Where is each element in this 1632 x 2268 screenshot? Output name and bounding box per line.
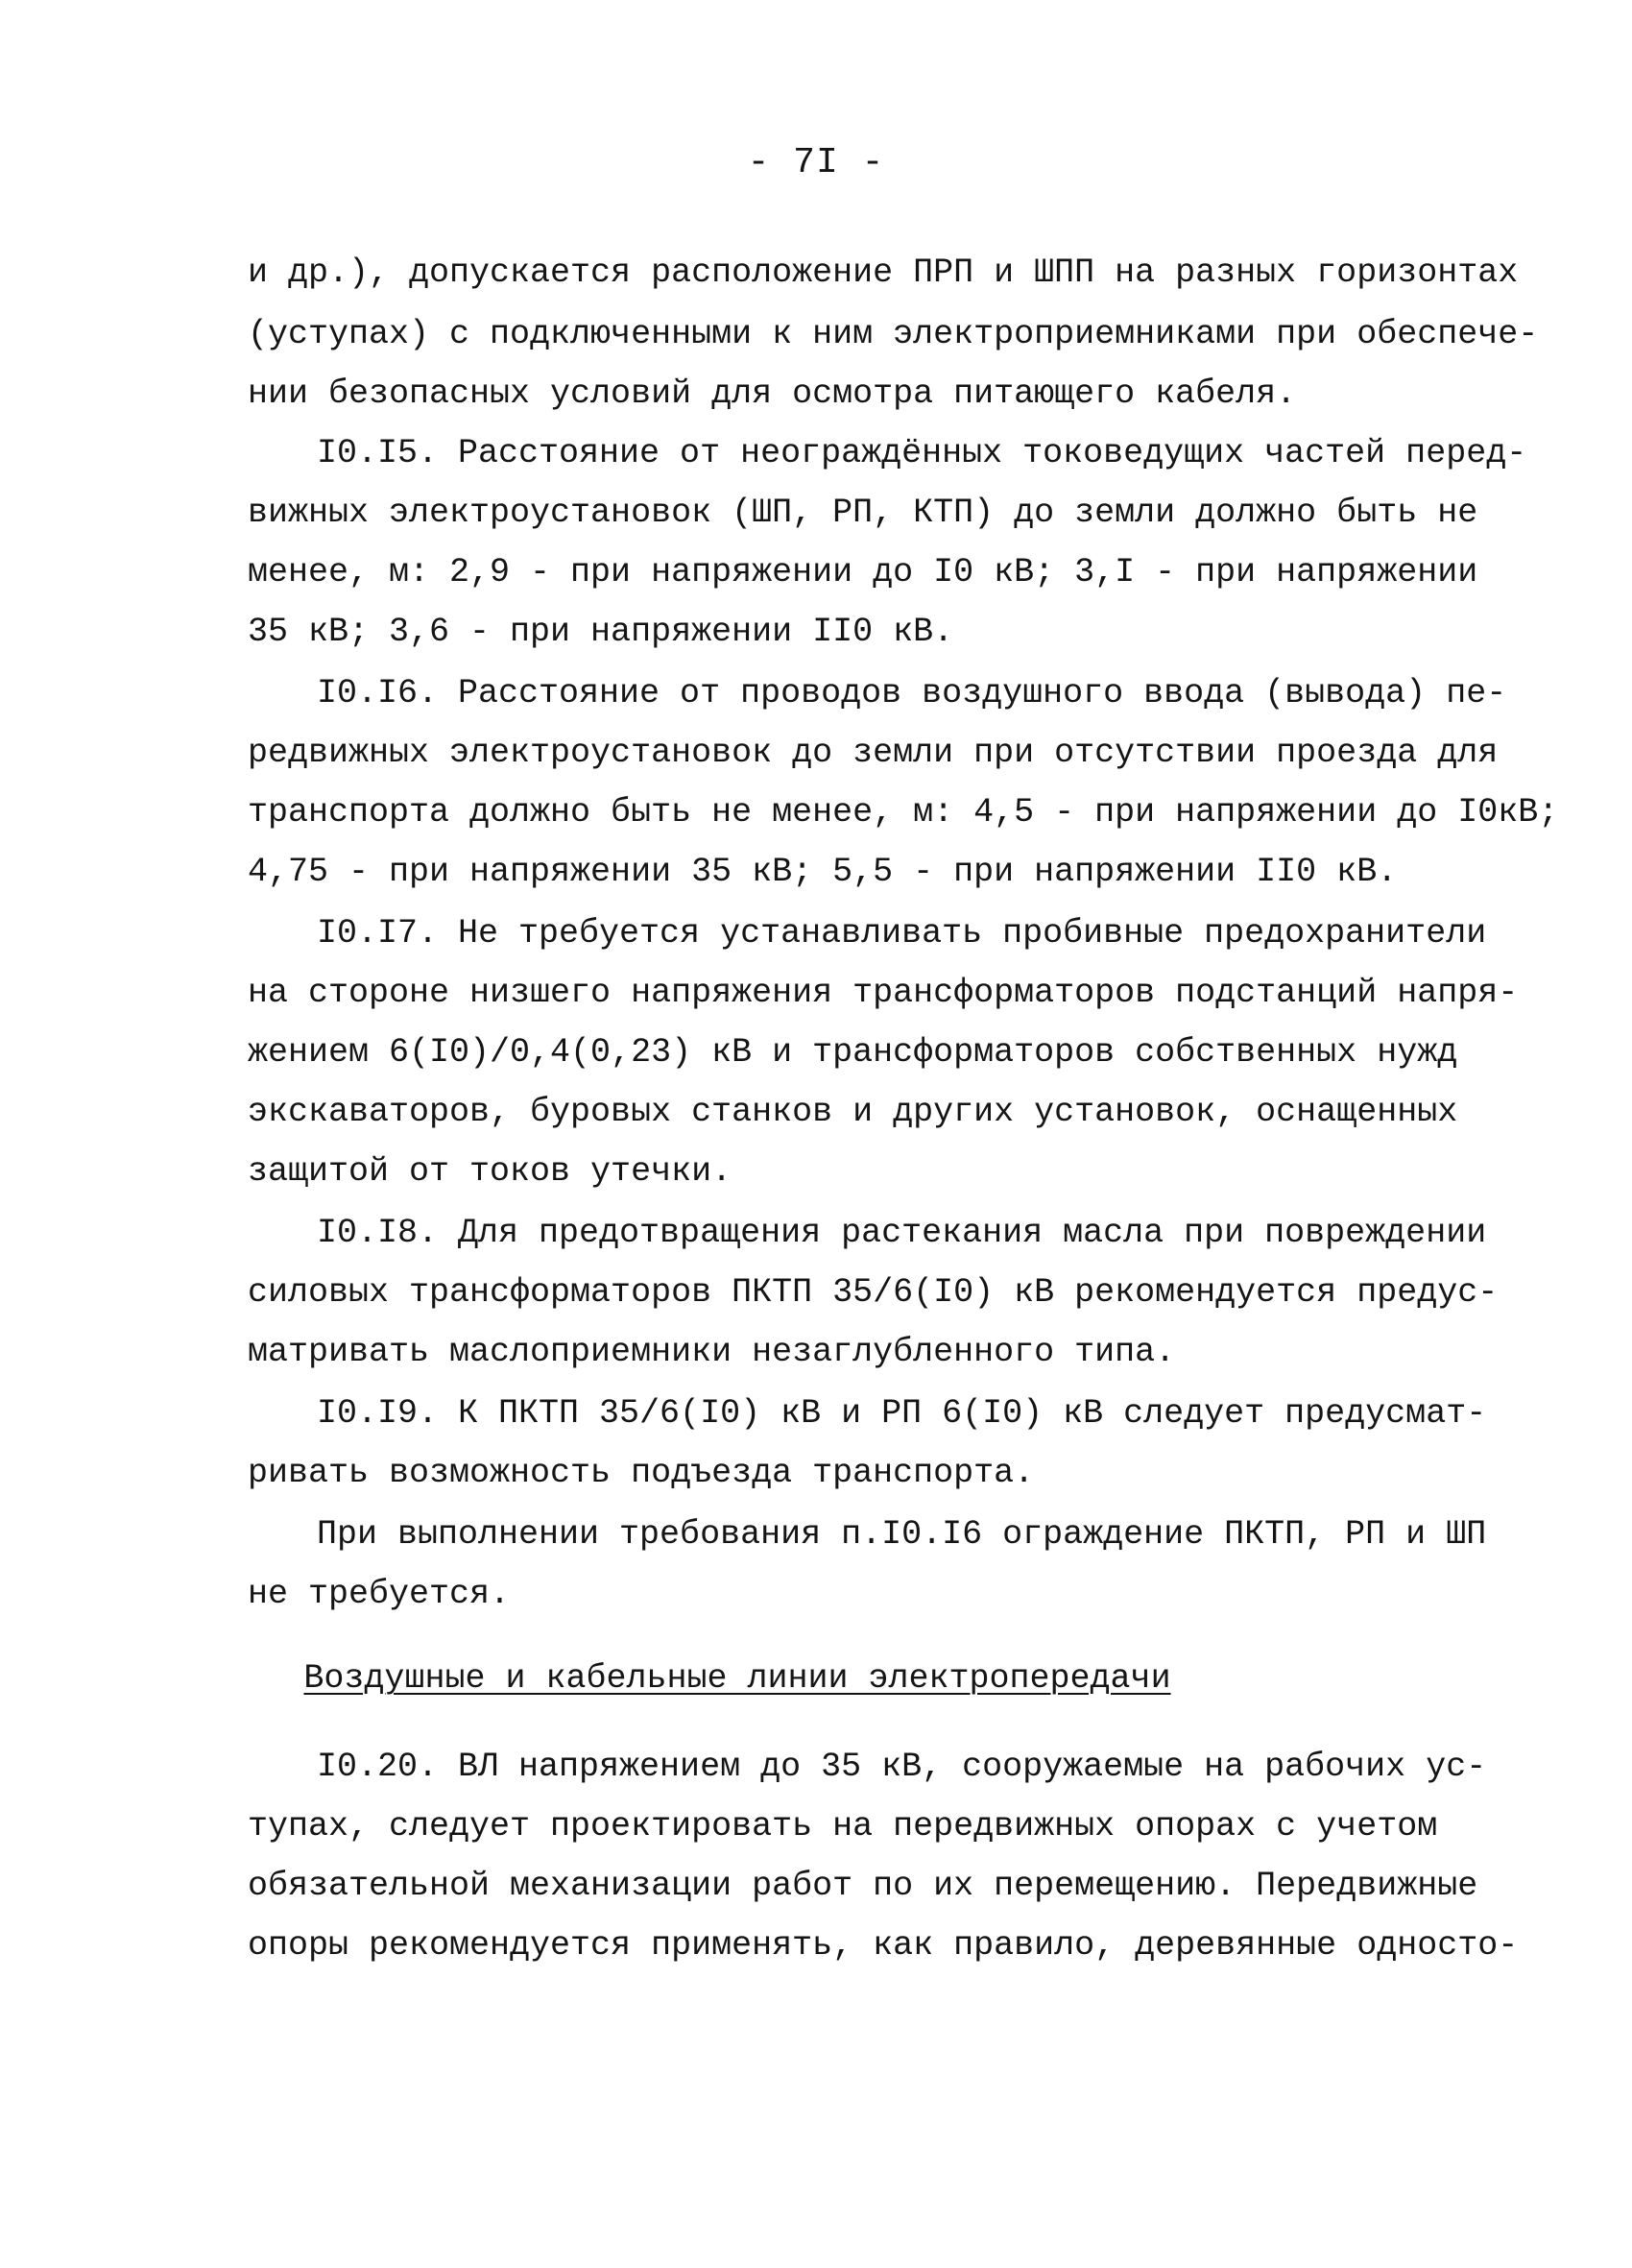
section-heading xyxy=(248,1657,1227,1700)
text-line: 35 кВ; 3,6 - при напряжении II0 кВ. xyxy=(248,613,954,651)
paragraph-note-start: При выполнении требования п.I0.I6 ограждение ПКТП, РП и ШП xyxy=(317,1515,1487,1554)
text-line: экскаваторов, буровых станков и других установок, оснащенных xyxy=(248,1093,1458,1131)
paragraph-10-16-start: I0.I6. Расстояние от проводов воздушного ввода (вывода) пе- xyxy=(317,674,1507,712)
text-line: и др.), допускается расположение ПРП и ШПП на разных горизонтах xyxy=(248,253,1519,292)
text-line: нии безопасных условий для осмотра питающего кабеля. xyxy=(248,374,1297,413)
text-line: на стороне низшего напряжения трансформаторов подстанций напря- xyxy=(248,974,1519,1012)
text-line: силовых трансформаторов ПКТП 35/6(I0) кВ рекомендуется предус- xyxy=(248,1273,1499,1312)
text-line: менее, м: 2,9 - при напряжении до I0 кВ; 3,I - при напряжении xyxy=(248,553,1478,591)
text-line: обязательной механизации работ по их перемещению. Передвижные xyxy=(248,1867,1478,1905)
text-line: жением 6(I0)/0,4(0,23) кВ и трансформаторов собственных нужд xyxy=(248,1033,1458,1072)
text-line: матривать маслоприемники незаглубленного типа. xyxy=(248,1333,1176,1371)
paragraph-10-20-start: I0.20. ВЛ напряжением до 35 кВ, сооружаемые на рабочих ус- xyxy=(317,1748,1487,1786)
text-line: тупах, следует проектировать на передвижных опорах с учетом xyxy=(248,1807,1438,1846)
text-line: вижных электроустановок (ШП, РП, КТП) до земли должно быть не xyxy=(248,494,1478,532)
text-line: транспорта должно быть не менее, м: 4,5 - при напряжении до I0кВ; xyxy=(248,793,1559,832)
paragraph-10-15-start: I0.I5. Расстояние от неограждённых токоведущих частей перед- xyxy=(317,434,1527,472)
paragraph-10-18-start: I0.I8. Для предотвращения растекания масла при повреждении xyxy=(317,1214,1487,1252)
text-line: редвижных электроустановок до земли при отсутствии проезда для xyxy=(248,734,1499,772)
text-line: защитой от токов утечки. xyxy=(248,1152,732,1191)
text-line: 4,75 - при напряжении 35 кВ; 5,5 - при напряжении II0 кВ. xyxy=(248,853,1398,891)
paragraph-10-19-start: I0.I9. К ПКТП 35/6(I0) кВ и РП 6(I0) кВ следует предусмат- xyxy=(317,1394,1487,1433)
paragraph-10-17-start: I0.I7. Не требуется устанавливать пробивные предохранители xyxy=(317,914,1487,953)
text-line: ривать возможность подъезда транспорта. xyxy=(248,1454,1035,1492)
section-heading-text: Воздушные и кабельные линии электропередачи xyxy=(303,1659,1171,1698)
text-line: (уступах) с подключенными к ним электроприемниками при обеспече- xyxy=(248,315,1539,353)
page-number: - 7I - xyxy=(747,142,885,183)
text-line: опоры рекомендуется применять, как правило, деревянные односто- xyxy=(248,1926,1519,1965)
text-line: не требуется. xyxy=(248,1575,511,1613)
